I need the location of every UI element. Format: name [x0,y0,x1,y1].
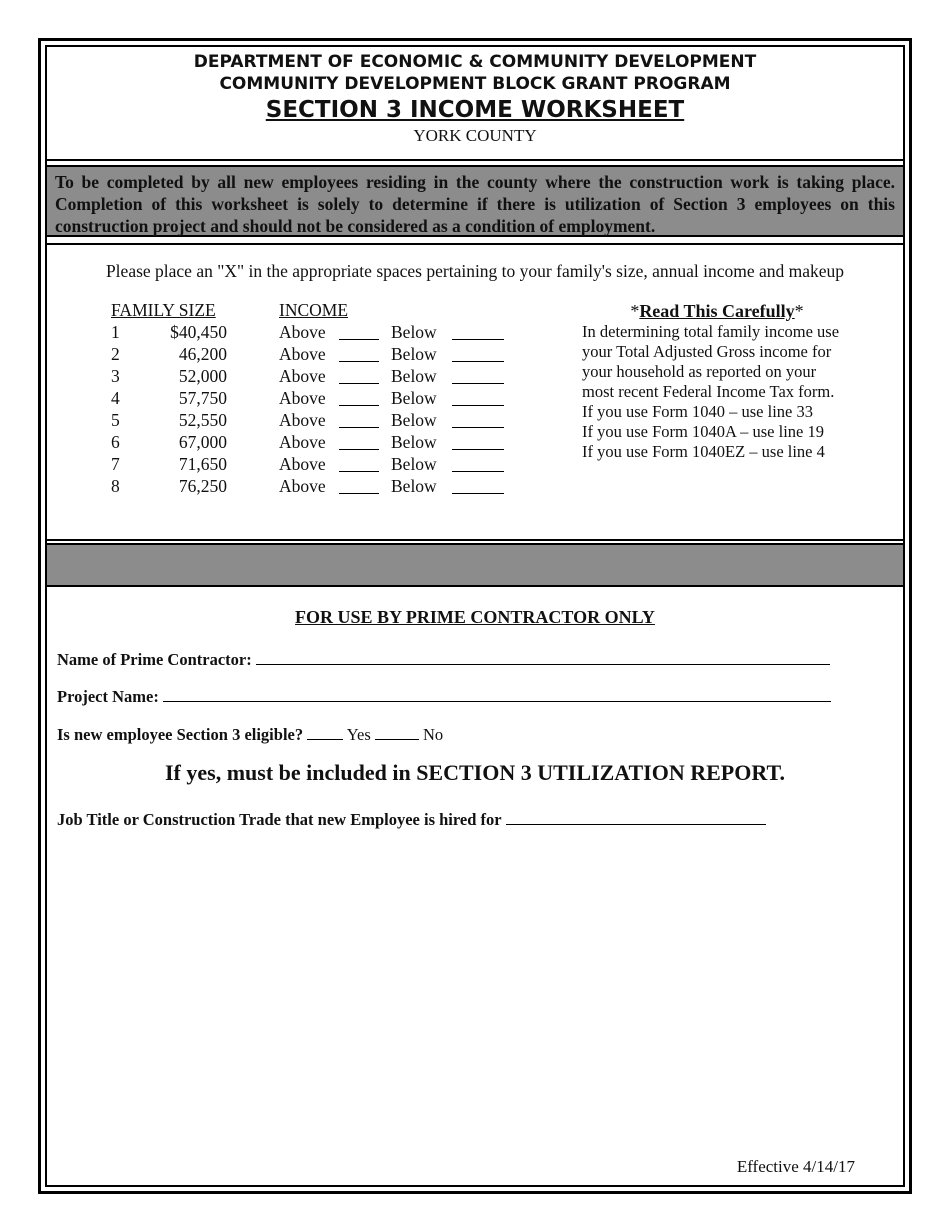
below-blank[interactable] [452,339,504,340]
above-blank[interactable] [339,339,379,340]
income-limit-cell: 71,650 [178,454,227,474]
notice-banner: To be completed by all new employees residing in the county where the construction work is taking place. Completion of this worksheet is solely to determine if there is utilization of Section 3 employees on this construction project and should not be considered as a condition of employment. [47,165,903,237]
form-inner-border [45,45,905,1187]
column-header-income: INCOME [279,300,349,320]
prime-contractor-title: FOR USE BY PRIME CONTRACTOR ONLY [295,607,655,627]
below-blank[interactable] [452,449,504,450]
eligible-yes-label: Yes [346,725,371,744]
above-blank[interactable] [339,361,379,362]
income-limit-cell: 52,550 [178,410,227,430]
family-size-cell: 7 [111,454,120,474]
form-line-1040: If you use Form 1040 – use line 33 [582,402,813,421]
eligibility-label: Is new employee Section 3 eligible? [57,725,304,744]
below-blank[interactable] [452,383,504,384]
read-carefully-title: *Read This Carefully* [630,301,804,321]
below-label: Below [391,410,437,430]
family-size-cell: 8 [111,476,120,496]
family-size-cell: 2 [111,344,120,364]
family-income-section [47,243,903,541]
below-label: Below [391,476,437,496]
eligibility-row [57,725,443,745]
eligible-yes-field[interactable] [307,725,343,740]
below-blank[interactable] [452,361,504,362]
income-limit-cell: 52,000 [178,366,227,386]
job-title-field[interactable] [506,810,766,825]
project-name-label: Project Name: [57,687,159,706]
family-size-cell: 4 [111,388,120,408]
above-blank[interactable] [339,405,379,406]
form-line-1040a: If you use Form 1040A – use line 19 [582,422,824,441]
project-name-field[interactable] [163,687,831,702]
family-size-cell: 3 [111,366,120,386]
above-label: Above [279,454,326,474]
family-size-cell: 1 [111,322,120,342]
project-name-row [57,687,831,707]
read-carefully-box [582,300,852,462]
above-blank[interactable] [339,493,379,494]
above-label: Above [279,432,326,452]
below-blank[interactable] [452,493,504,494]
below-label: Below [391,344,437,364]
page-title: SECTION 3 INCOME WORKSHEET [265,97,685,123]
income-limit-cell: 76,250 [178,476,227,496]
above-label: Above [279,410,326,430]
prime-contractor-name-label: Name of Prime Contractor: [57,650,252,669]
job-title-row [57,810,766,830]
income-limit-cell: $40,450 [170,322,227,342]
column-header-family-size: FAMILY SIZE [111,300,216,320]
above-blank[interactable] [339,383,379,384]
above-blank[interactable] [339,427,379,428]
eligible-no-label: No [423,725,444,744]
above-label: Above [279,476,326,496]
above-label: Above [279,344,326,364]
divider-banner [47,543,903,587]
county-line: YORK COUNTY [413,126,537,145]
effective-date: Effective 4/14/17 [736,1157,855,1176]
program-line: COMMUNITY DEVELOPMENT BLOCK GRANT PROGRAM [219,74,731,94]
above-label: Above [279,388,326,408]
form-line-1040ez: If you use Form 1040EZ – use line 4 [582,442,825,461]
read-carefully-body: In determining total family income use your Total Adjusted Gross income for your household as reported on your most recent Federal Income Tax form. [582,322,840,401]
income-limit-cell: 67,000 [178,432,227,452]
below-blank[interactable] [452,427,504,428]
utilization-report-note: If yes, must be included in SECTION 3 UTILIZATION REPORT. [164,760,786,785]
below-label: Below [391,322,437,342]
job-title-label: Job Title or Construction Trade that new Employee is hired for [57,810,502,829]
below-blank[interactable] [452,471,504,472]
form-outer-border [38,38,912,1194]
above-blank[interactable] [339,471,379,472]
below-label: Below [391,432,437,452]
eligible-no-field[interactable] [375,725,419,740]
above-blank[interactable] [339,449,379,450]
read-carefully-heading: Read This Carefully [639,301,795,321]
department-line: DEPARTMENT OF ECONOMIC & COMMUNITY DEVELOPMENT [193,52,757,72]
family-size-cell: 5 [111,410,120,430]
form-header [47,47,903,161]
below-blank[interactable] [452,405,504,406]
family-size-cell: 6 [111,432,120,452]
above-label: Above [279,366,326,386]
below-label: Below [391,388,437,408]
income-limit-cell: 46,200 [178,344,227,364]
prime-contractor-name-row [57,650,830,670]
below-label: Below [391,366,437,386]
above-label: Above [279,322,326,342]
prime-contractor-name-field[interactable] [256,650,830,665]
instruction-text: Please place an "X" in the appropriate spaces pertaining to your family's size, annual income and makeup [105,261,845,281]
income-limit-cell: 57,750 [178,388,227,408]
below-label: Below [391,454,437,474]
